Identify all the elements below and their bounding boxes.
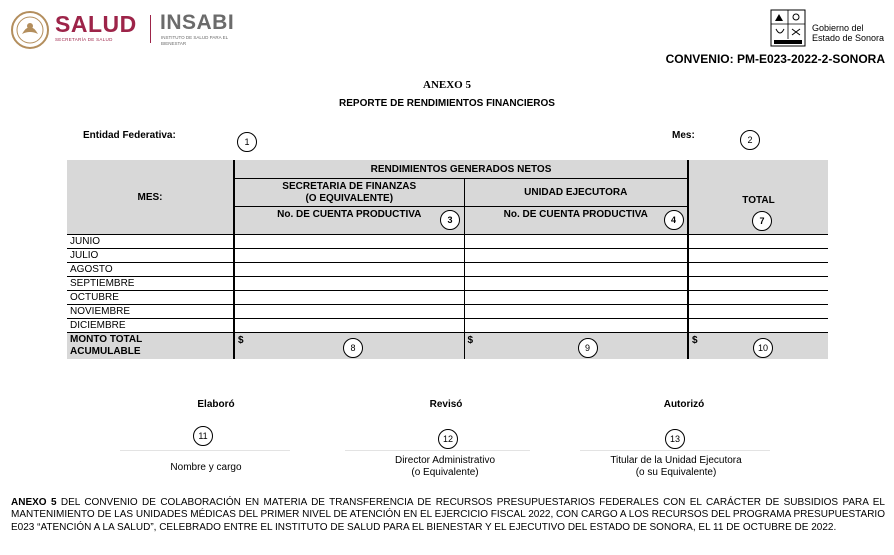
header-secretaria-l2: (O EQUIVALENTE)	[305, 192, 394, 204]
header-secretaria	[234, 179, 464, 207]
header-cuenta-unidad	[464, 207, 688, 235]
signature-line-elaboro	[120, 450, 290, 451]
monto-l1: MONTO TOTAL	[70, 334, 143, 345]
signature-line-reviso	[345, 450, 530, 451]
marker-7: 7	[752, 211, 772, 231]
table-row: NOVIEMBRE	[67, 305, 828, 319]
header-unidad: UNIDAD EJECUTORA	[464, 179, 688, 207]
cuenta-label-secretaria: No. DE CUENTA PRODUCTIVA	[277, 209, 422, 220]
marker-3: 3	[440, 210, 460, 230]
convenio-number: CONVENIO: PM-E023-2022-2-SONORA	[665, 52, 885, 66]
footer-bold: ANEXO 5	[11, 497, 57, 508]
elaboro-name-cargo: Nombre y cargo	[170, 462, 242, 473]
total-row	[67, 333, 828, 360]
elaboro-label: Elaboró	[197, 399, 235, 410]
marker-2: 2	[740, 130, 760, 150]
header-total-label: TOTAL	[742, 194, 775, 206]
header-rendimientos: RENDIMIENTOS GENERADOS NETOS	[234, 160, 688, 179]
marker-10: 10	[753, 338, 773, 358]
monto-secretaria-cell	[234, 333, 464, 360]
currency-sign: $	[467, 335, 474, 346]
rendimientos-table	[67, 160, 828, 359]
header-mes: MES:	[67, 160, 234, 235]
table-row: SEPTIEMBRE	[67, 277, 828, 291]
salud-subtitle: SECRETARÍA DE SALUD	[55, 37, 113, 42]
marker-1: 1	[237, 132, 257, 152]
mexico-eagle-seal-icon	[10, 10, 50, 50]
sonora-coat-of-arms-icon	[770, 9, 806, 47]
insabi-subtitle: INSTITUTO DE SALUD PARA EL BIENESTAR	[161, 35, 228, 46]
monto-l2: ACUMULABLE	[70, 346, 141, 357]
autorizo-label: Autorizó	[663, 399, 705, 410]
currency-sign: $	[692, 335, 698, 346]
anexo-title: ANEXO 5	[423, 79, 471, 91]
marker-13: 13	[665, 429, 685, 449]
monto-unidad-cell	[464, 333, 688, 360]
salud-logo-text: SALUD	[55, 11, 137, 37]
signature-line-autorizo	[580, 450, 770, 451]
marker-8: 8	[343, 338, 363, 358]
reviso-label: Revisó	[429, 399, 463, 410]
gobierno-line1: Gobierno del	[812, 23, 864, 33]
mes-label: Mes:	[672, 130, 695, 141]
header-secretaria-l1: SECRETARIA DE FINANZAS	[282, 180, 417, 192]
table-row: AGOSTO	[67, 263, 828, 277]
autorizo-signatory	[586, 455, 766, 479]
marker-4: 4	[664, 210, 684, 230]
reviso-signatory	[355, 455, 535, 479]
table-row: DICIEMBRE	[67, 319, 828, 333]
autorizo-l2: (o su Equivalente)	[635, 467, 717, 478]
footer-text: DEL CONVENIO DE COLABORACIÓN EN MATERIA DE TRANSFERENCIA DE RECURSOS PRESUPUESTARIOS FEDERALES CON EL CARÁCTER DE SUBSIDIOS PARA EL MANTENIMIENTO DE LAS UNIDADES MÉDICAS DEL PRIMER NIVEL DE ATENCIÓN EN EL EJERCICIO FISCAL 2022, CON CARGO A LOS RECURSOS DEL PROGRAMA PRESUPUESTARIO E023 “ATENCIÓN A LA SALUD”, CELEBRADO ENTRE EL INSTITUTO DE SALUD PARA EL BIENESTAR Y EL EJECUTIVO DEL ESTADO DE SONORA, EL 11 DE OCTUBRE DE 2022.	[11, 497, 885, 533]
cuenta-label-unidad: No. DE CUENTA PRODUCTIVA	[503, 209, 648, 220]
reviso-l2: (o Equivalente)	[411, 467, 479, 478]
reviso-l1: Director Administrativo	[394, 455, 496, 466]
currency-sign: $	[238, 335, 244, 346]
header-total	[688, 160, 828, 235]
header-cuenta-secretaria	[234, 207, 464, 235]
table-row: JULIO	[67, 249, 828, 263]
header-divider	[150, 15, 151, 43]
marker-12: 12	[438, 429, 458, 449]
entidad-federativa-label: Entidad Federativa:	[83, 130, 176, 141]
table-row: OCTUBRE	[67, 291, 828, 305]
insabi-logo-text: INSABI	[160, 11, 235, 34]
gobierno-line2: Estado de Sonora	[812, 33, 885, 43]
gobierno-sonora-text	[812, 23, 884, 43]
monto-total-label	[67, 333, 234, 360]
footer-legend	[11, 497, 885, 534]
table-row: JUNIO	[67, 235, 828, 249]
autorizo-l1: Titular de la Unidad Ejecutora	[610, 455, 742, 466]
monto-total-cell	[688, 333, 828, 360]
report-title: REPORTE DE RENDIMIENTOS FINANCIEROS	[339, 98, 555, 109]
marker-11: 11	[193, 426, 213, 446]
marker-9: 9	[578, 338, 598, 358]
